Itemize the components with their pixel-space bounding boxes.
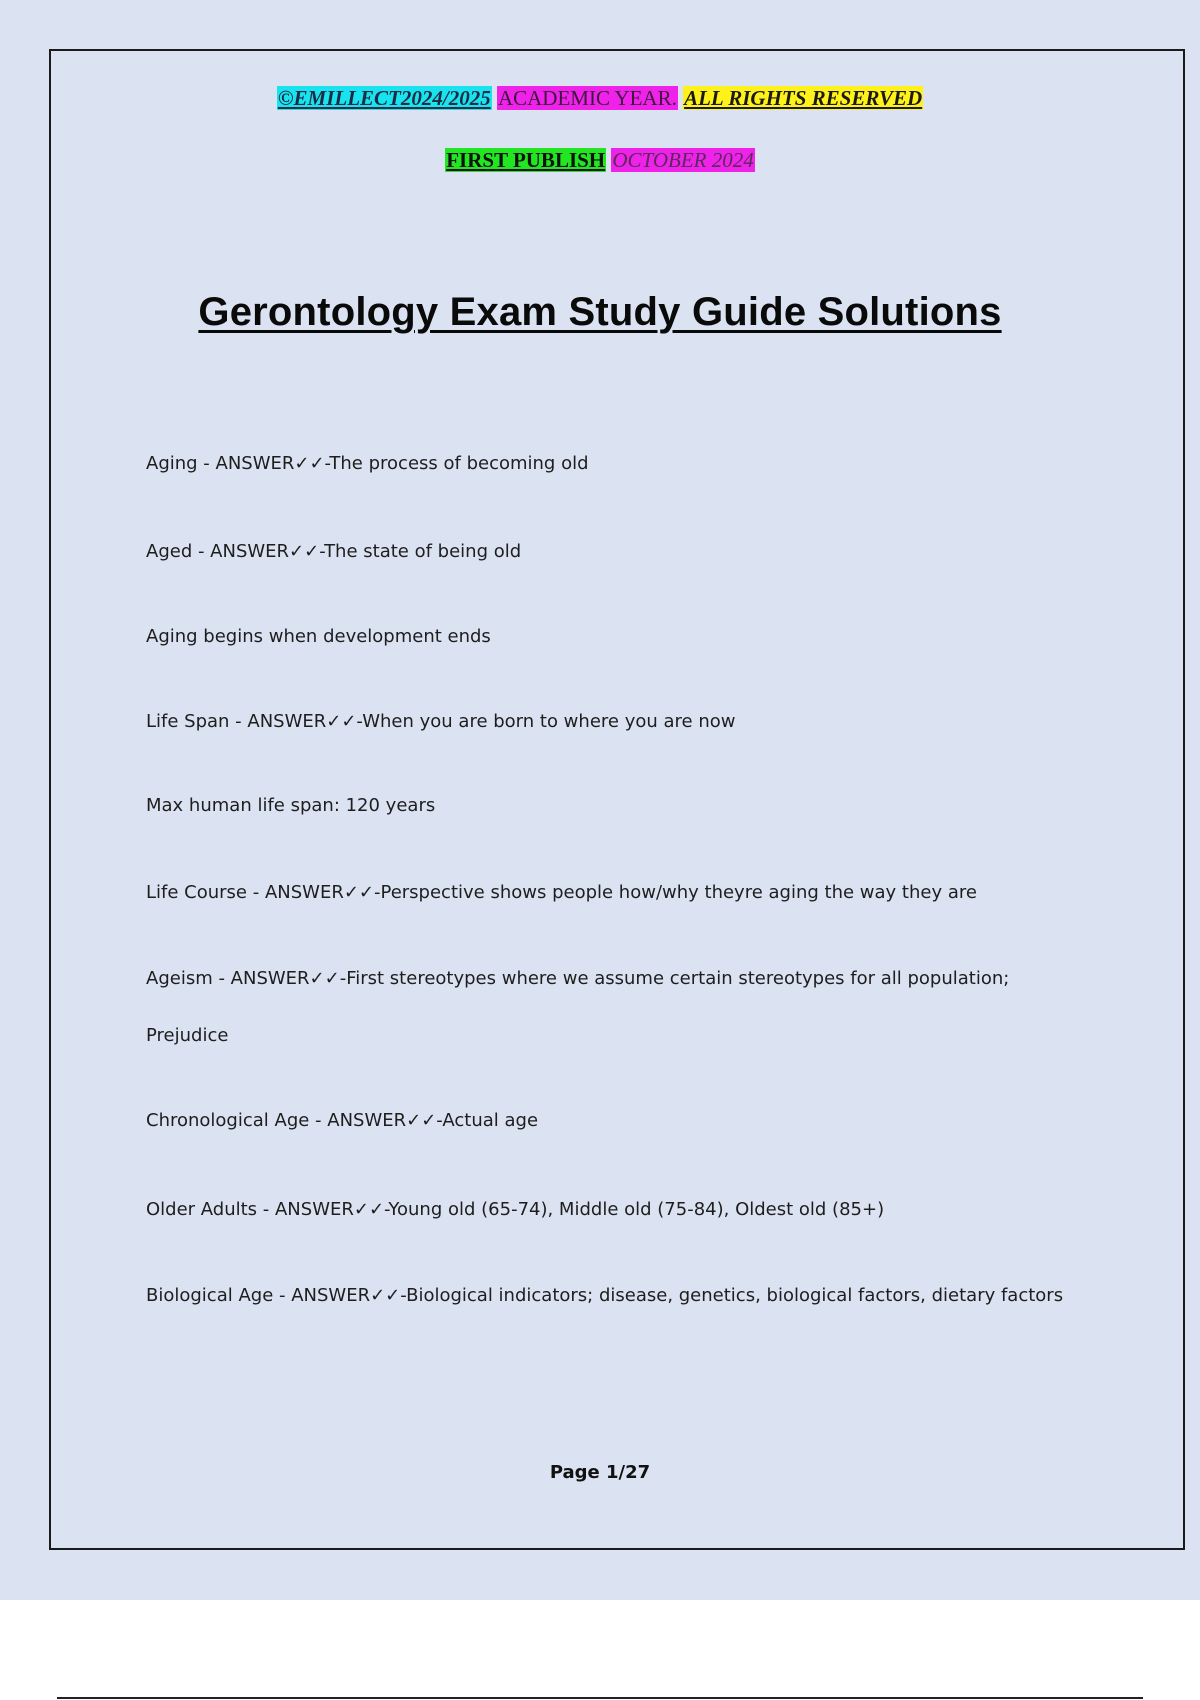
entry-text: Life Span - ANSWER✓✓-When you are born to where you are now	[146, 711, 736, 732]
entry-text-continued: Prejudice	[146, 1025, 229, 1046]
entry-text: Chronological Age - ANSWER✓✓-Actual age	[146, 1110, 539, 1131]
study-entry	[146, 523, 1106, 580]
academic-year-highlight: ACADEMIC YEAR.	[497, 86, 677, 110]
study-entry	[146, 1267, 1106, 1324]
entry-text: Aging - ANSWER✓✓-The process of becoming old	[146, 453, 589, 474]
study-entry	[146, 693, 1106, 750]
next-page-top-rule	[57, 1697, 1143, 1699]
study-entry	[146, 777, 1106, 834]
publish-date-highlight: OCTOBER 2024	[612, 148, 754, 172]
study-entry	[146, 950, 1106, 1064]
study-entry	[146, 864, 1106, 921]
study-entry	[146, 608, 1106, 665]
header-copyright-line	[0, 85, 1200, 111]
first-publish-highlight: FIRST PUBLISH	[446, 148, 606, 172]
entry-text: Ageism - ANSWER✓✓-First stereotypes where we assume certain stereotypes for all population;	[146, 968, 1010, 989]
copyright-highlight: ©EMILLECT2024/2025	[277, 86, 491, 110]
rights-reserved-highlight: ALL RIGHTS RESERVED	[684, 86, 923, 110]
study-entry	[146, 1181, 1106, 1238]
entry-text: Biological Age - ANSWER✓✓-Biological indicators; disease, genetics, biological factors, dietary factors	[146, 1285, 1064, 1306]
document-title: Gerontology Exam Study Guide Solutions	[198, 290, 1002, 334]
study-entry	[146, 1092, 1106, 1149]
page-number: Page 1/27	[549, 1462, 651, 1483]
entry-text: Older Adults - ANSWER✓✓-Young old (65-74), Middle old (75-84), Oldest old (85+)	[146, 1199, 885, 1220]
header-publish-line	[0, 147, 1200, 173]
entry-text: Aged - ANSWER✓✓-The state of being old	[146, 541, 522, 562]
entry-text: Aging begins when development ends	[146, 626, 491, 647]
entry-text: Max human life span: 120 years	[146, 795, 436, 816]
study-entry	[146, 435, 1106, 492]
entry-text: Life Course - ANSWER✓✓-Perspective shows people how/why theyre aging the way they are	[146, 882, 977, 903]
